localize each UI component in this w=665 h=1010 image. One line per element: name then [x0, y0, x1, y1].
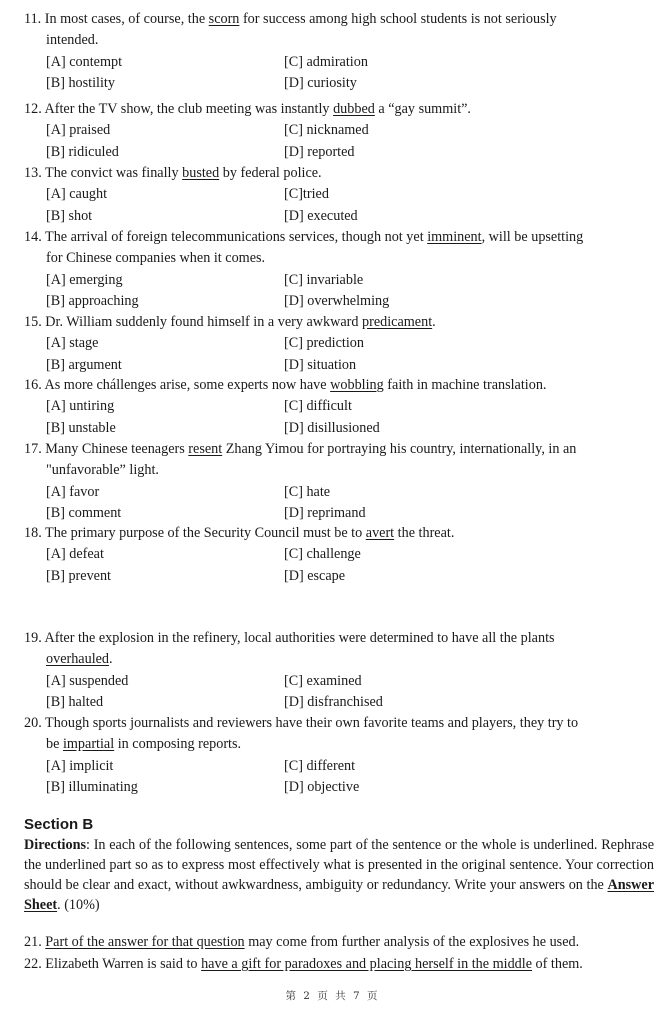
question-18	[24, 523, 656, 587]
stem-continuation	[24, 649, 656, 670]
option-b: [B] ridiculed	[46, 143, 119, 160]
stem-text: a “gay summit”.	[374, 101, 471, 117]
question-number: 20.	[24, 715, 42, 731]
question-stem	[24, 375, 656, 396]
directions-label: Directions	[24, 837, 86, 853]
question-number: 11.	[24, 11, 42, 27]
question-number: 16.	[24, 377, 42, 393]
stem-text: The arrival of foreign telecommunications services, though not yet	[41, 229, 428, 245]
options	[24, 270, 656, 313]
option-c: [C] challenge	[284, 546, 361, 563]
question-22	[24, 954, 664, 975]
options	[24, 120, 656, 163]
options	[24, 333, 656, 376]
option-a: [A] suspended	[46, 672, 129, 689]
underlined-word: scorn	[208, 11, 240, 27]
option-d: [D] overwhelming	[284, 292, 390, 309]
directions-text: . (10%)	[57, 897, 100, 913]
stem-text: Zhang Yimou for portraying his country, internationally, in an	[222, 441, 577, 457]
option-d: [D] situation	[284, 356, 357, 373]
section-b-directions	[24, 835, 654, 915]
stem-continuation: for Chinese companies when it comes.	[46, 250, 266, 267]
options	[24, 52, 656, 95]
stem-text: may come from further analysis of the explosives he used.	[244, 934, 580, 950]
stem-text: for success among high school students is not seriously	[239, 11, 557, 27]
option-a: [A] implicit	[46, 757, 114, 774]
question-number: 14.	[24, 229, 42, 245]
question-12	[24, 99, 656, 163]
question-number: 19.	[24, 630, 42, 646]
option-c: [C] different	[284, 757, 356, 774]
question-stem	[24, 523, 656, 544]
stem-text: In most cases, of course, the	[41, 11, 209, 27]
question-stem	[24, 713, 656, 756]
stem-text: The convict was finally	[41, 165, 183, 181]
option-b: [B] comment	[46, 504, 122, 521]
options	[24, 756, 656, 799]
underlined-word: impartial	[62, 736, 115, 753]
stem-text: faith in machine translation.	[383, 377, 547, 393]
option-a: [A] praised	[46, 122, 111, 139]
stem-continuation	[24, 734, 656, 755]
option-c: [C]tried	[284, 186, 329, 203]
question-number: 17.	[24, 441, 42, 457]
option-c: [C] hate	[284, 483, 331, 500]
option-d: [D] curiosity	[284, 74, 357, 91]
stem-text: .	[432, 314, 436, 330]
option-c: [C] invariable	[284, 271, 364, 288]
question-13	[24, 163, 656, 227]
stem-continuation: intended.	[46, 32, 99, 49]
option-b: [B] hostility	[46, 74, 115, 91]
option-a: [A] untiring	[46, 398, 115, 415]
option-d: [D] disillusioned	[284, 419, 380, 436]
option-c: [C] examined	[284, 672, 362, 689]
option-a: [A] favor	[46, 483, 100, 500]
stem-text: be	[46, 736, 63, 753]
question-stem	[24, 312, 656, 333]
underlined-phrase: Part of the answer for that question	[45, 934, 245, 950]
option-b: [B] approaching	[46, 292, 139, 309]
options	[24, 396, 656, 439]
underlined-word: overhauled	[46, 651, 110, 668]
option-d: [D] escape	[284, 567, 346, 584]
stem-text: .	[109, 651, 113, 668]
question-19	[24, 628, 656, 713]
stem-text: in composing reports.	[114, 736, 242, 753]
question-stem	[24, 439, 656, 482]
question-number: 18.	[24, 525, 42, 541]
option-c: [C] prediction	[284, 335, 364, 352]
question-number: 12.	[24, 101, 42, 117]
option-b: [B] illuminating	[46, 778, 138, 795]
options	[24, 482, 656, 525]
question-15	[24, 312, 656, 376]
stem-text: As more chállenges arise, some experts now have	[41, 377, 331, 393]
question-stem	[24, 227, 656, 270]
options	[24, 184, 656, 227]
option-b: [B] unstable	[46, 419, 116, 436]
stem-text: After the explosion in the refinery, local authorities were determined to have all the plants	[41, 630, 555, 646]
question-stem	[24, 628, 656, 671]
underlined-phrase: have a gift for paradoxes and placing herself in the middle	[201, 956, 532, 972]
stem-text: , will be upsetting	[481, 229, 584, 245]
option-a: [A] emerging	[46, 271, 123, 288]
page-number-footer: 第 2 页 共 7 页	[285, 990, 380, 1002]
option-a: [A] defeat	[46, 546, 104, 563]
question-11	[24, 9, 656, 94]
question-stem	[24, 9, 656, 52]
options	[24, 671, 656, 714]
option-b: [B] argument	[46, 356, 122, 373]
option-a: [A] caught	[46, 186, 108, 203]
option-b: [B] halted	[46, 693, 104, 710]
stem-text: After the TV show, the club meeting was instantly	[41, 101, 334, 117]
option-d: [D] disfranchised	[284, 693, 383, 710]
question-stem	[24, 163, 656, 184]
question-21	[24, 932, 664, 953]
underlined-word: imminent	[427, 229, 482, 245]
directions-text: : In each of the following sentences, some part of the sentence or the whole is underlined. Rephrase the underlined part so as to express most effectively what is presented in the original sentence. Your correction should be clear and exact, without awkwardness, ambiguity or redundancy. Write your answers on the	[24, 837, 654, 893]
option-d: [D] reported	[284, 143, 355, 160]
option-b: [B] prevent	[46, 567, 112, 584]
stem-text: Elizabeth Warren is said to	[41, 956, 202, 972]
stem-continuation: "unfavorable” light.	[46, 462, 159, 479]
underlined-word: predicament	[362, 314, 433, 330]
question-16	[24, 375, 656, 439]
option-d: [D] reprimand	[284, 504, 366, 521]
option-d: [D] executed	[284, 207, 358, 224]
answer-sheet-reference: Answer Sheet	[24, 877, 654, 913]
section-b-heading: Section B	[24, 816, 94, 833]
option-d: [D] objective	[284, 778, 360, 795]
question-number: 13.	[24, 165, 42, 181]
question-17	[24, 439, 656, 524]
question-number: 15.	[24, 314, 42, 330]
option-c: [C] admiration	[284, 53, 368, 70]
question-20	[24, 713, 656, 798]
underlined-word: dubbed	[333, 101, 375, 117]
underlined-word: busted	[182, 165, 220, 181]
option-a: [A] stage	[46, 335, 99, 352]
options	[24, 544, 656, 587]
question-number: 22.	[24, 956, 42, 972]
option-c: [C] nicknamed	[284, 122, 369, 139]
stem-text: The primary purpose of the Security Council must be to	[41, 525, 366, 541]
underlined-word: resent	[188, 441, 223, 457]
option-b: [B] shot	[46, 207, 93, 224]
stem-text: the threat.	[394, 525, 455, 541]
question-number: 21.	[24, 934, 42, 950]
option-a: [A] contempt	[46, 53, 123, 70]
stem-text: Dr. William suddenly found himself in a very awkward	[41, 314, 363, 330]
option-c: [C] difficult	[284, 398, 352, 415]
underlined-word: wobbling	[330, 377, 384, 393]
underlined-word: avert	[365, 525, 395, 541]
stem-text: of them.	[532, 956, 583, 972]
question-stem	[24, 99, 656, 120]
stem-text: Though sports journalists and reviewers have their own favorite teams and players, they try to	[41, 715, 579, 731]
question-14	[24, 227, 656, 312]
stem-text: by federal police.	[219, 165, 322, 181]
stem-text: Many Chinese teenagers	[41, 441, 189, 457]
